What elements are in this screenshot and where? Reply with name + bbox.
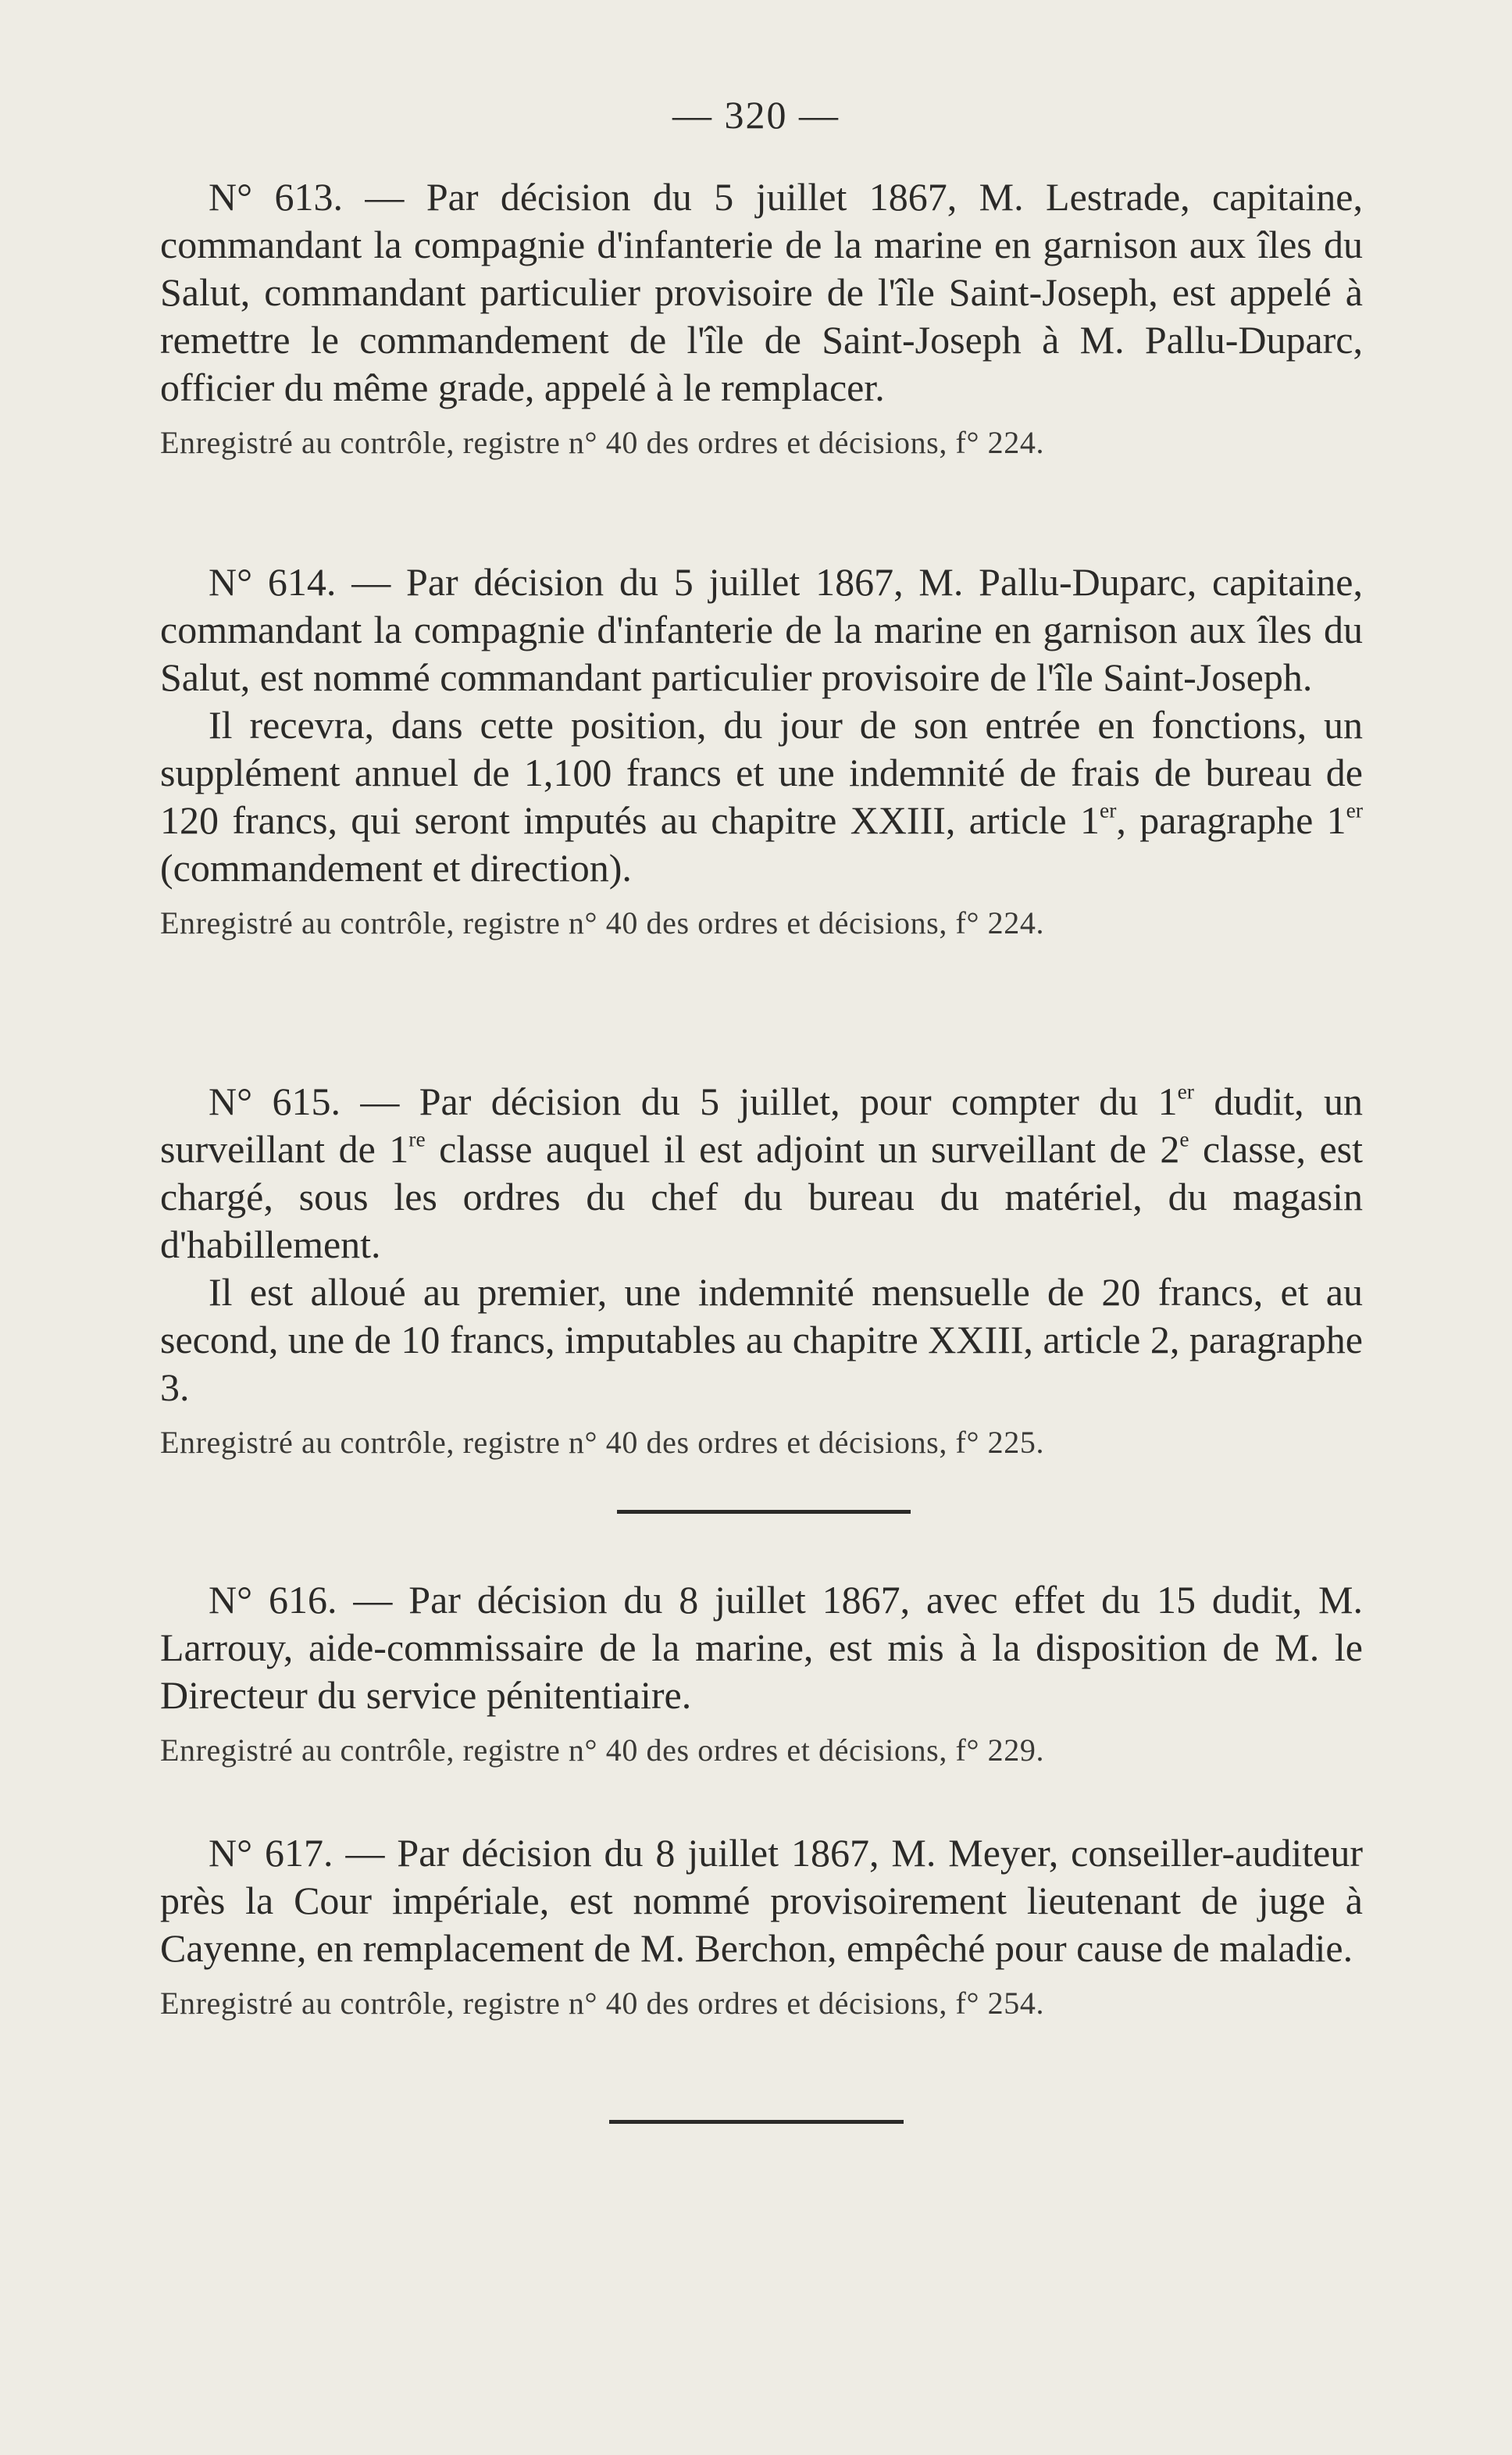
registration-note: Enregistré au contrôle, registre n° 40 des ordres et décisions, f° 225. <box>160 1425 1045 1460</box>
section-divider <box>617 1510 911 1514</box>
entry-615 <box>160 1078 1363 1463</box>
entry-paragraph: Il recevra, dans cette position, du jour de son entrée en fonctions, un supplément annuel de 1,100 francs et une indemnité de frais de bureau de 120 francs, qui seront imputés au chapitre XXIII, article 1er, paragraphe 1er (commandement et direction). <box>160 703 1364 890</box>
registration-note: Enregistré au contrôle, registre n° 40 des ordres et décisions, f° 224. <box>160 425 1045 460</box>
registration-note: Enregistré au contrôle, registre n° 40 des ordres et décisions, f° 224. <box>160 905 1045 940</box>
entry-paragraph: N° 613. — Par décision du 5 juillet 1867, M. Lestrade, capitaine, commandant la compagnie d'infanterie de la marine en garnison aux îles du Salut, commandant particulier provisoire de l'île Saint-Joseph, est appelé à remettre le commandement de l'île de Saint-Joseph à M. Pallu-Duparc, officier du même grade, appelé à le remplacer. <box>160 175 1363 409</box>
entry-616 <box>160 1576 1363 1771</box>
entry-614 <box>160 558 1363 944</box>
entry-613 <box>160 173 1363 463</box>
entry-paragraph: N° 615. — Par décision du 5 juillet, pour compter du 1er dudit, un surveillant de 1re classe auquel il est adjoint un surveillant de 2e classe, est chargé, sous les ordres du chef du bureau du matériel, du magasin d'habillement. <box>160 1079 1363 1266</box>
entry-paragraph: Il est alloué au premier, une indemnité mensuelle de 20 francs, et au second, une de 10 francs, imputables au chapitre XXIII, article 2, paragraphe 3. <box>160 1270 1363 1409</box>
registration-note: Enregistré au contrôle, registre n° 40 des ordres et décisions, f° 229. <box>160 1732 1045 1768</box>
entry-paragraph: N° 616. — Par décision du 8 juillet 1867, avec effet du 15 dudit, M. Larrouy, aide-commissaire de la marine, est mis à la disposition de M. le Directeur du service pénitentiaire. <box>160 1578 1363 1717</box>
entry-paragraph: N° 617. — Par décision du 8 juillet 1867, M. Meyer, conseiller-auditeur près la Cour impériale, est nommé provisoirement lieutenant de juge à Cayenne, en remplacement de M. Berchon, empêché pour cause de maladie. <box>160 1831 1363 1970</box>
entry-617 <box>160 1829 1363 2024</box>
registration-note: Enregistré au contrôle, registre n° 40 des ordres et décisions, f° 254. <box>160 1986 1045 2021</box>
page-number: — 320 — <box>672 93 840 137</box>
end-divider <box>609 2120 904 2124</box>
entry-paragraph: N° 614. — Par décision du 5 juillet 1867, M. Pallu-Duparc, capitaine, commandant la compagnie d'infanterie de la marine en garnison aux îles du Salut, est nommé commandant particulier provisoire de l'île Saint-Joseph. <box>160 560 1363 699</box>
